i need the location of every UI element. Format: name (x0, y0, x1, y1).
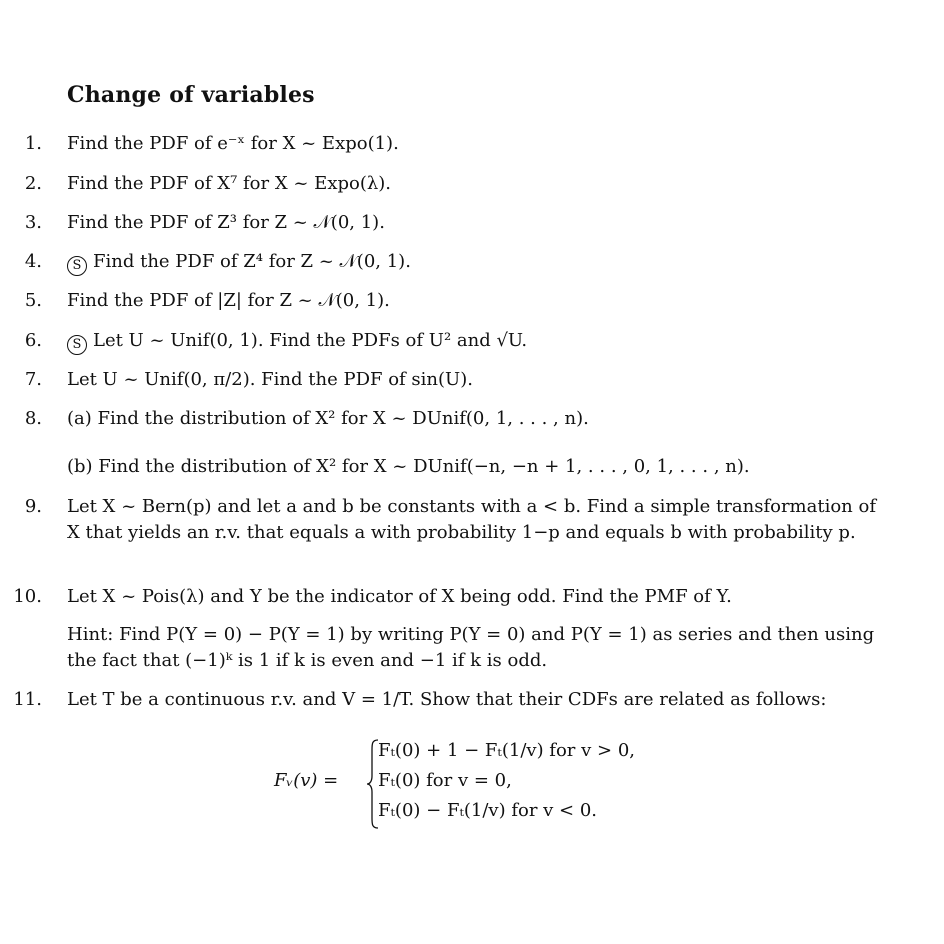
problem-text: Let U ~ Unif(0, π/2). Find the PDF of sin(U). (67, 369, 473, 390)
problem-text: (a) Find the distribution of X² for X ~ DUnif(0, 1, . . . , n). (67, 408, 589, 429)
problem-number: 3. (24, 212, 42, 233)
formula-lhs: Fᵥ(v) = (274, 770, 339, 791)
page-title: Change of variables (67, 82, 315, 108)
problem-text: Let U ~ Unif(0, 1). Find the PDFs of U² and √U. (93, 330, 528, 351)
formula-case: Fₜ(0) − Fₜ(1/v) for v < 0. (378, 800, 598, 821)
problem-number: 7. (24, 369, 42, 390)
problem-text-wrap (67, 328, 887, 355)
problem-10-hint: Hint: Find P(Y = 0) − P(Y = 1) by writing P(Y = 0) and P(Y = 1) as series and then using the fact that (−1)ᵏ is 1 if k is even and −1 if k is odd. (67, 624, 875, 671)
problem-number: 11. (13, 689, 42, 710)
problem-number: 8. (24, 408, 42, 429)
solution-available-icon: S (67, 256, 87, 276)
problem-number: 4. (24, 251, 42, 272)
problem-text: Let T be a continuous r.v. and V = 1/T. Show that their CDFs are related as follows: (67, 689, 827, 710)
problem-number: 1. (24, 133, 42, 154)
problem-number: 10. (13, 586, 42, 607)
problem-text: Find the PDF of e⁻ˣ for X ~ Expo(1). (67, 133, 399, 154)
problem-text: Find the PDF of |Z| for Z ~ 𝒩(0, 1). (67, 290, 390, 311)
formula-case: Fₜ(0) for v = 0, (378, 770, 512, 791)
problem-text: (b) Find the distribution of X² for X ~ DUnif(−n, −n + 1, . . . , 0, 1, . . . , n). (67, 456, 750, 477)
formula-cases (378, 736, 698, 826)
problem-text: Find the PDF of Z⁴ for Z ~ 𝒩(0, 1). (93, 251, 411, 272)
problem-text-wrap (67, 249, 887, 276)
problem-9-text: Let X ~ Bern(p) and let a and b be constants with a < b. Find a simple transformation of X that yields an r.v. that equals a with probability 1−p and equals b with probability p. (67, 496, 876, 543)
solution-available-icon: S (67, 335, 87, 355)
problem-text: Find the PDF of Z³ for Z ~ 𝒩(0, 1). (67, 212, 385, 233)
problem-text: Let X ~ Pois(λ) and Y be the indicator of X being odd. Find the PMF of Y. (67, 586, 732, 607)
problem-number: 5. (24, 290, 42, 311)
formula-case: Fₜ(0) + 1 − Fₜ(1/v) for v > 0, (378, 740, 636, 761)
problem-text: Find the PDF of X⁷ for X ~ Expo(λ). (67, 173, 391, 194)
problem-number: 2. (24, 173, 42, 194)
piecewise-formula (274, 736, 694, 832)
problem-number: 6. (24, 330, 42, 351)
problem-number: 9. (24, 496, 42, 517)
